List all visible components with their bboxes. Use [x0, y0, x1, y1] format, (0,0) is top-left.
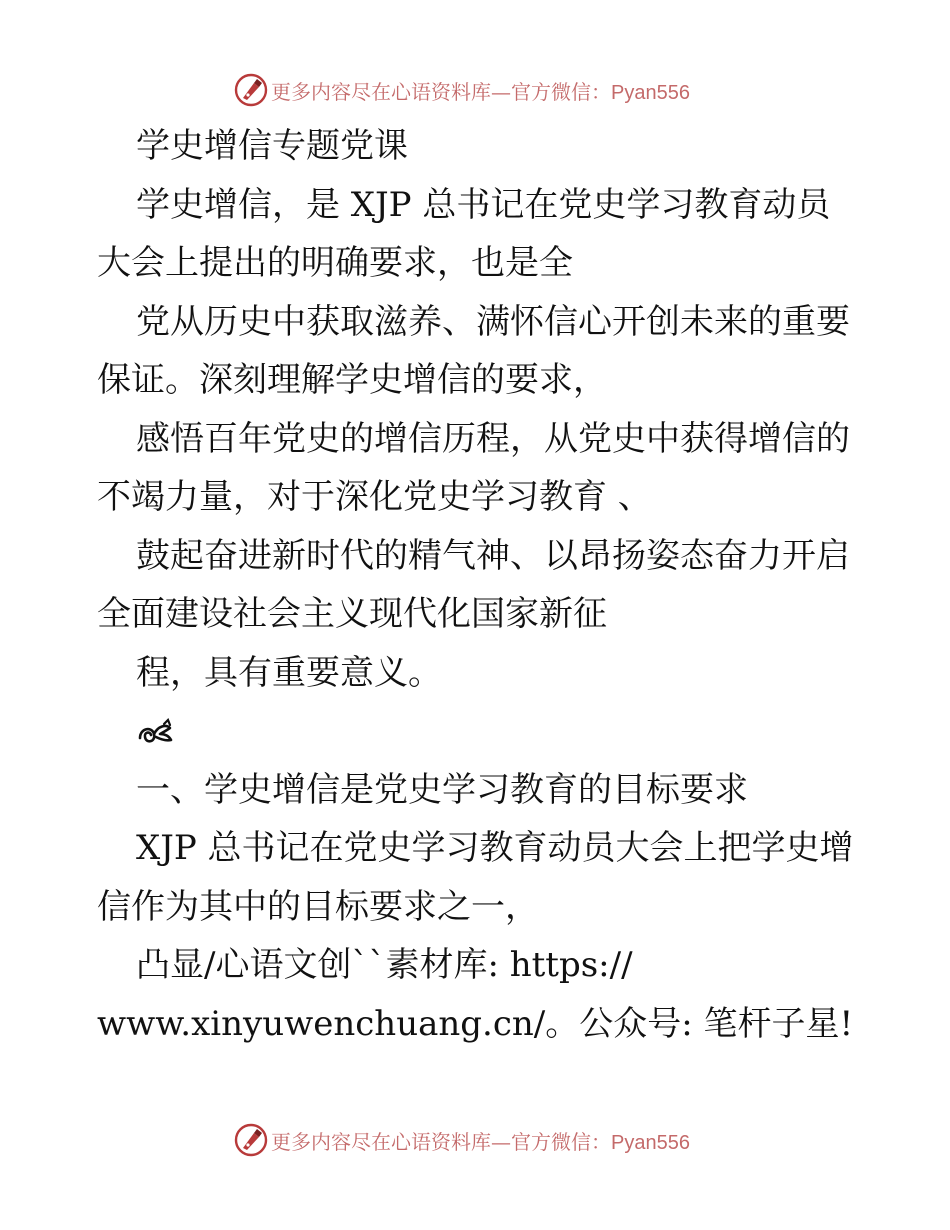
pen-nib-logo-icon	[233, 1122, 269, 1158]
header-watermark	[0, 70, 950, 110]
paragraph-line: 党从历史中获取滋养、满怀信心开创未来的重要	[136, 301, 850, 342]
paragraph-line: 鼓起奋进新时代的精气神、以昂扬姿态奋力开启	[136, 535, 850, 576]
paragraph-line: 凸显/心语文创``素材库: https://	[136, 945, 633, 985]
watermark-text: 更多内容尽在心语资料库—官方微信：Pyan556	[271, 79, 690, 104]
ornament-swirl-icon	[136, 716, 176, 750]
watermark-text: 更多内容尽在心语资料库—官方微信：Pyan556	[271, 1129, 690, 1154]
footer-watermark	[0, 1120, 950, 1160]
document-body	[97, 117, 857, 1053]
paragraph-line: 学史增信，是 XJP 总书记在党史学习教育动员	[136, 184, 831, 225]
document-title: 学史增信专题党课	[136, 126, 408, 166]
paragraph-line: 全面建设社会主义现代化国家新征	[97, 594, 607, 634]
paragraph-line: 大会上提出的明确要求，也是全	[97, 243, 573, 283]
paragraph-line: 感悟百年党史的增信历程，从党史中获得增信的	[136, 418, 850, 459]
paragraph-line: 程，具有重要意义。	[136, 652, 442, 693]
section-heading: 一、学史增信是党史学习教育的目标要求	[136, 769, 748, 810]
paragraph-line: 保证。深刻理解学史增信的要求，	[97, 360, 607, 400]
paragraph-line: 不竭力量，对于深化党史学习教育 、	[97, 477, 652, 517]
paragraph-line: 信作为其中的目标要求之一，	[97, 886, 539, 927]
paragraph-line-url: www.xinyuwenchuang.cn/。公众号: 笔杆子星!	[97, 1003, 854, 1044]
pen-nib-logo-icon	[233, 72, 269, 108]
paragraph-line: XJP 总书记在党史学习教育动员大会上把学史增	[136, 828, 854, 868]
ornament-line	[97, 702, 857, 761]
